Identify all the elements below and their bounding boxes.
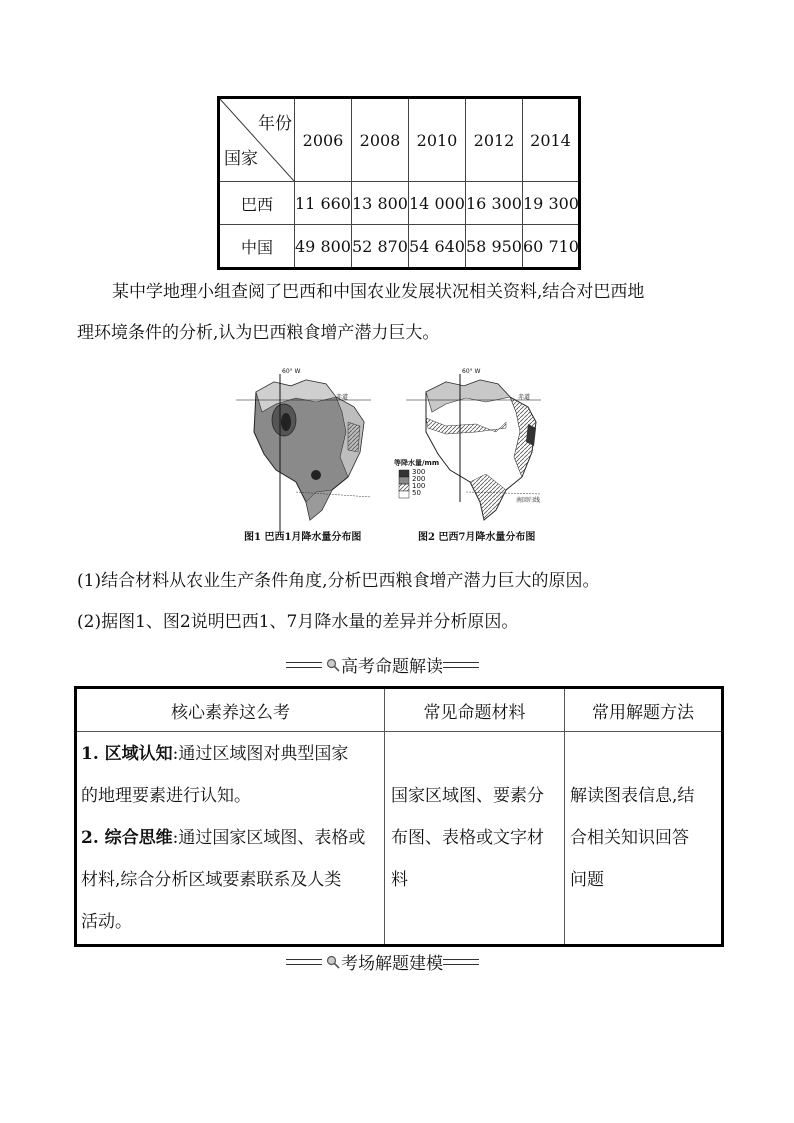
value-cell: 11 660 <box>295 182 352 225</box>
value-cell: 60 710 <box>523 225 580 269</box>
year-header: 2012 <box>466 98 523 182</box>
year-header: 2014 <box>523 98 580 182</box>
methods-text: 解读图表信息,结 <box>570 786 695 806</box>
legend-level: 50 <box>412 489 421 497</box>
map1 <box>236 374 371 532</box>
item2-label: 2. 综合思维 <box>81 828 173 848</box>
value-cell: 54 640 <box>409 225 466 269</box>
paragraph-line-1: 某中学地理小组查阅了巴西和中国农业发展状况相关资料,结合对巴西地 <box>112 282 645 302</box>
item2-text: :通过国家区域图、表格或 <box>172 828 366 848</box>
core-literacy-cell <box>76 732 385 946</box>
question-1: (1)结合材料从农业生产条件角度,分析巴西粮食增产潜力巨大的原因。 <box>77 571 600 591</box>
map2-tropic-label: 南回归线 <box>516 497 541 504</box>
methods-cell <box>565 732 723 946</box>
year-header: 2008 <box>352 98 409 182</box>
header-year-label: 年份 <box>258 114 292 134</box>
question-2: (2)据图1、图2说明巴西1、7月降水量的差异并分析原因。 <box>77 612 519 632</box>
materials-text: 料 <box>391 870 408 890</box>
header-country-label: 国家 <box>224 149 258 169</box>
decorative-double-line <box>286 662 322 668</box>
legend-title: 等降水量/mm <box>394 459 440 467</box>
paragraph-line-2: 理环境条件的分析,认为巴西粮食增产潜力巨大。 <box>77 323 440 343</box>
magnifier-icon <box>326 955 340 969</box>
map1-meridian-label: 60° W <box>282 368 301 375</box>
country-cell: 巴西 <box>219 182 295 225</box>
section-header-modeling <box>286 949 479 974</box>
year-header: 2006 <box>295 98 352 182</box>
value-cell: 14 000 <box>409 182 466 225</box>
info-table <box>74 686 724 947</box>
map1-caption: 图1 巴西1月降水量分布图 <box>244 532 362 543</box>
value-cell: 19 300 <box>523 182 580 225</box>
table-header: 常见命题材料 <box>385 688 565 732</box>
decorative-double-line <box>443 959 479 965</box>
value-cell: 58 950 <box>466 225 523 269</box>
table-header: 核心素养这么考 <box>76 688 385 732</box>
section-header-exam-analysis <box>286 652 479 677</box>
decorative-double-line <box>286 959 322 965</box>
item1-text: :通过区域图对典型国家 <box>172 744 349 764</box>
item2-text: 材料,综合分析区域要素联系及人类 <box>81 870 342 890</box>
table-row <box>219 225 580 269</box>
item1-label: 1. 区域认知 <box>81 744 173 764</box>
value-cell: 52 870 <box>352 225 409 269</box>
map2-meridian-label: 60° W <box>462 368 481 375</box>
section-title: 考场解题建模 <box>341 954 443 974</box>
legend-swatches <box>399 470 409 498</box>
magnifier-icon <box>326 658 340 672</box>
section-title: 高考命题解读 <box>341 657 443 677</box>
methods-text: 合相关知识回答 <box>570 828 689 848</box>
materials-text: 布图、表格或文字材 <box>391 828 544 848</box>
maps-image <box>236 362 571 547</box>
table-row <box>76 732 723 946</box>
table-header: 常用解题方法 <box>565 688 723 732</box>
legend-level: 100 <box>412 482 426 490</box>
precipitation-maps-figure <box>236 362 571 547</box>
value-cell: 49 800 <box>295 225 352 269</box>
legend-level: 200 <box>412 475 426 483</box>
item1-text: 的地理要素进行认知。 <box>81 786 251 806</box>
map1-equator-label: 赤道 <box>336 394 349 401</box>
value-cell: 13 800 <box>352 182 409 225</box>
materials-text: 国家区域图、要素分 <box>391 786 544 806</box>
year-header: 2010 <box>409 98 466 182</box>
diagonal-header-cell <box>219 98 295 182</box>
materials-cell <box>385 732 565 946</box>
map2-caption: 图2 巴西7月降水量分布图 <box>418 532 536 543</box>
value-cell: 16 300 <box>466 182 523 225</box>
decorative-double-line <box>443 662 479 668</box>
country-cell: 中国 <box>219 225 295 269</box>
legend-level: 300 <box>412 468 426 476</box>
data-table <box>217 96 581 270</box>
methods-text: 问题 <box>570 870 604 890</box>
table-row <box>219 182 580 225</box>
map2-equator-label: 赤道 <box>518 394 531 401</box>
item2-text: 活动。 <box>81 912 132 932</box>
